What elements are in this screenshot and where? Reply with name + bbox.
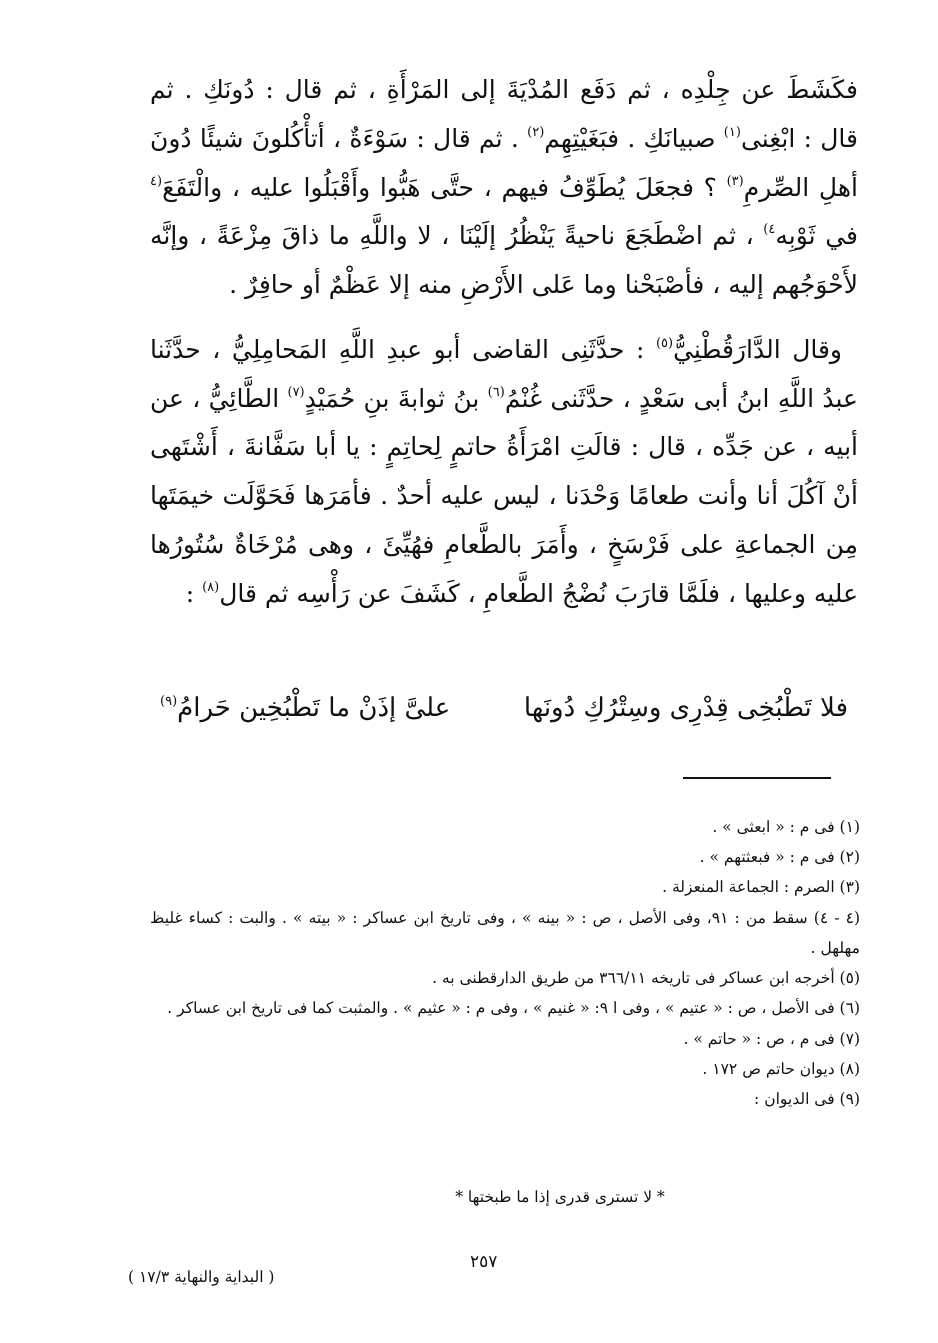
- text-segment: الطَّائِيُّ ، عن أبيه ، عن جَدِّه ، قال : قالَتِ امْرَأَةُ حاتمٍ لِحاتِمٍ : يا أبا سَفَّانةَ ، أَشْتَهى أنْ آكُلَ أنا وأنت طعامًا وَحْدَنا ، ليس عليه أحدٌ . فأمَرَها فَحَوَّلَت خيمَتَها مِن الجماعةِ على فَرْسَخٍ ، وأَمَرَ بالطَّعامِ فهُيِّئَ ، وهى مُرْخَاةٌ سُتُورُها عليه وعليها ، فلَمَّا قارَبَ نُضْجُ الطَّعامِ ، كَشَفَ عن رَأْسِه ثم قال: [150, 383, 858, 608]
- verse-second-hemistich: [160, 693, 450, 723]
- text-segment: في ثَوْبِه: [775, 221, 858, 251]
- footnote: (٢) فى م : « فبعثتهم » .: [699, 848, 860, 867]
- footnote-marker: (٣): [726, 173, 744, 189]
- poem-verse: [160, 693, 858, 743]
- verse-first-hemistich: فلا تَطْبُخِى قِدْرِى وسِتْرُكِ دُونَها: [523, 693, 848, 723]
- paragraph-1: [150, 66, 858, 310]
- footnote-marker: (٨): [202, 579, 220, 595]
- text-segment: وقال الدَّارَقُطْنِيُّ: [673, 334, 843, 364]
- footnote-marker: (٢): [527, 124, 545, 140]
- footnote: (٤ - ٤) سقط من : ٩١، وفى الأصل ، ص : « بينه » ، وفى تاريخ ابن عساكر : « بيته » . والبت : كساء غليظ مهلهل .: [150, 908, 861, 957]
- main-text: [150, 66, 858, 618]
- footnote-marker: (٥): [655, 335, 674, 351]
- diwan-variant-quote: * لا تسترى قدرى إذا ما طبختها *: [455, 1188, 665, 1206]
- paragraph-2: [150, 326, 858, 619]
- text-segment: ؟ فجعَلَ يُطَوِّفُ فيهم ، حتَّى هَبُّوا وأَقْبَلُوا عليه ، والْتَفَعَ: [162, 172, 727, 202]
- footnote: (٦) فى الأصل ، ص : « عتيم » ، وفى ا ٩: « غنيم » ، وفى م : « عثيم » . والمثبت كما فى تاريخ ابن عساكر .: [167, 999, 860, 1018]
- text-segment: . ثم قال : سَوْءَةٌ ، أتأْكُلونَ شيئًا دُونَ أهلِ الصِّرمِ: [150, 123, 858, 202]
- footnote-marker: ٤): [763, 222, 776, 238]
- footnote-marker: (٦): [487, 384, 505, 400]
- text-segment: فكَشَطَ عن جِلْدِه ، ثم دَفَع المُدْيَةَ إلى المَرْأَةِ ، ثم قال : دُونَكِ . ثم قال : ابْغِنى: [150, 75, 858, 153]
- text-segment: ، ثم اضْطَجَعَ ناحيةً يَنْظُرُ إلَيْنَا ، لا واللَّهِ ما ذاقَ مِزْعَةً ، وإنَّه لأَحْوَجُهم إليه ، فأصْبَحْنا وما عَلى الأَرْضِ منه إلا عَظْمٌ أو حافِرٌ .: [150, 221, 858, 299]
- text-segment: :: [185, 578, 203, 608]
- running-footer: ( البداية والنهاية ١٧/٣ ): [128, 1268, 275, 1286]
- footnotes: [150, 812, 860, 1114]
- text-segment: : حدَّثَنِى القاضى أبو عبدِ اللَّهِ المَحامِلِيُّ ، حدَّثَنا عبدُ اللَّهِ ابنُ أبى سَعْدٍ ، حدَّثَنى غُنْمُ: [150, 334, 858, 413]
- footnote: (٨) ديوان حاتم ص ١٧٢ .: [702, 1059, 860, 1078]
- verse-second-text: علىَّ إذَنْ ما تَطْبُخِين حَرامُ: [177, 693, 451, 723]
- page-number: ٢٥٧: [470, 1252, 498, 1272]
- text-segment: صبيانَكِ . فبَغَيْتِهِم: [544, 123, 724, 153]
- text-segment: بنُ ثوابةَ بنِ حُمَيْدٍ: [304, 383, 488, 413]
- footnote-marker: (٧): [287, 384, 305, 400]
- footnote: (٥) أخرجه ابن عساكر فى تاريخه ٣٦٦/١١ من طريق الدارقطنى به .: [432, 969, 860, 988]
- footnote-marker: (٤: [150, 173, 163, 189]
- footnote-marker: (١): [723, 124, 741, 140]
- footnote: (١) فى م : « ابعثى » .: [712, 818, 860, 836]
- footnote: (٩) فى الديوان :: [754, 1089, 860, 1108]
- footnote: (٣) الصرم : الجماعة المنعزلة .: [662, 878, 860, 897]
- footnote: (٧) فى م ، ص : « حاتم » .: [683, 1029, 860, 1048]
- footnote-marker: (٩): [160, 694, 178, 709]
- footnote-divider: [683, 777, 831, 779]
